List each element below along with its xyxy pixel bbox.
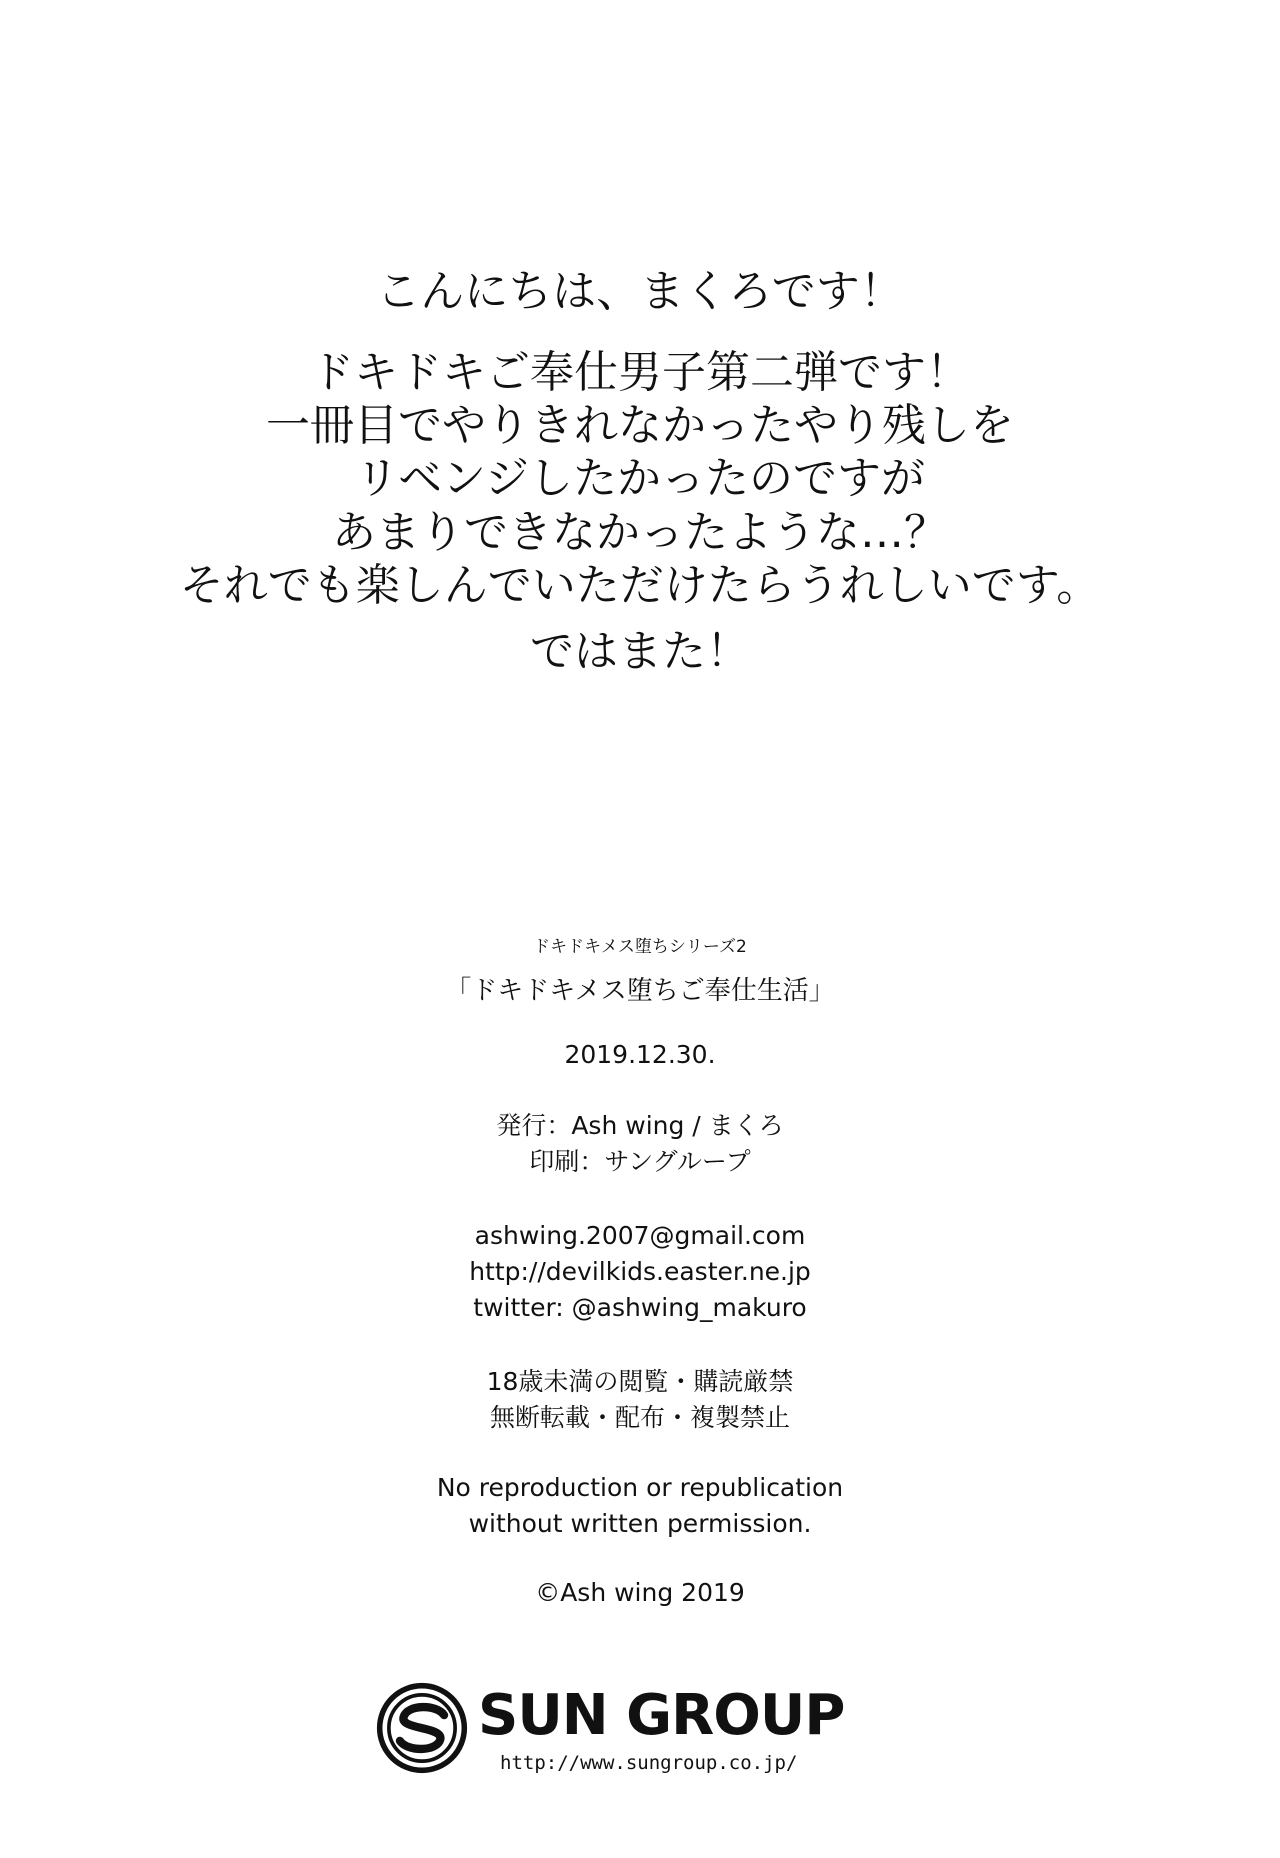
english-notice-line: without written permission. [468,1509,812,1538]
printer-name: SUN GROUP [478,1683,845,1748]
publication-date [0,1040,1280,1069]
closing [0,626,1280,677]
twitter-handle: twitter: @ashwing_makuro [473,1293,807,1322]
publisher-line: 発行：Ash wing / まくろ [496,1111,784,1140]
series-text: ドキドキメス堕ちシリーズ2 [533,937,747,957]
age-notice: 18歳未満の閲覧・購読厳禁 [486,1367,794,1396]
publication-date-text: 2019.12.30. [564,1040,716,1069]
copyright [0,1578,1280,1607]
afterword-line: ドキドキご奉仕男子第二弾です！ [310,347,970,398]
reproduction-notice: 無断転載・配布・複製禁止 [489,1403,790,1432]
afterword-line: あまりできなかったような…？ [332,506,948,558]
printer-url: http://www.sungroup.co.jp/ [500,1752,798,1774]
closing-text: ではまた！ [530,626,750,677]
website-link: http://devilkids.easter.ne.jp [469,1257,811,1286]
english-notice [0,1470,1280,1542]
credits [0,1108,1280,1180]
copyright-text: ©Ash wing 2019 [535,1578,745,1607]
afterword-line: それでも楽しんでいただけたらうれしいです。 [179,559,1101,611]
printer-line: 印刷：サングループ [529,1147,751,1176]
printer-logo [372,1680,892,1790]
greeting [0,266,1280,317]
restriction-notices [0,1364,1280,1436]
book-title-text: 「ドキドキメス堕ちご奉仕生活」 [445,976,835,1006]
english-notice-line: No reproduction or republication [436,1473,844,1502]
afterword-line: リベンジしたかったのですが [354,453,926,505]
email-link: ashwing.2007@gmail.com [474,1221,806,1250]
sun-group-logo-icon [376,1682,468,1774]
greeting-text: こんにちは、まくろです！ [376,266,904,317]
series-name [0,932,1280,957]
afterword-line: 一冊目でやりきれなかったやり残しを [266,400,1014,452]
book-title [0,970,1280,1007]
contact-info [0,1218,1280,1326]
afterword-body [0,346,1280,612]
